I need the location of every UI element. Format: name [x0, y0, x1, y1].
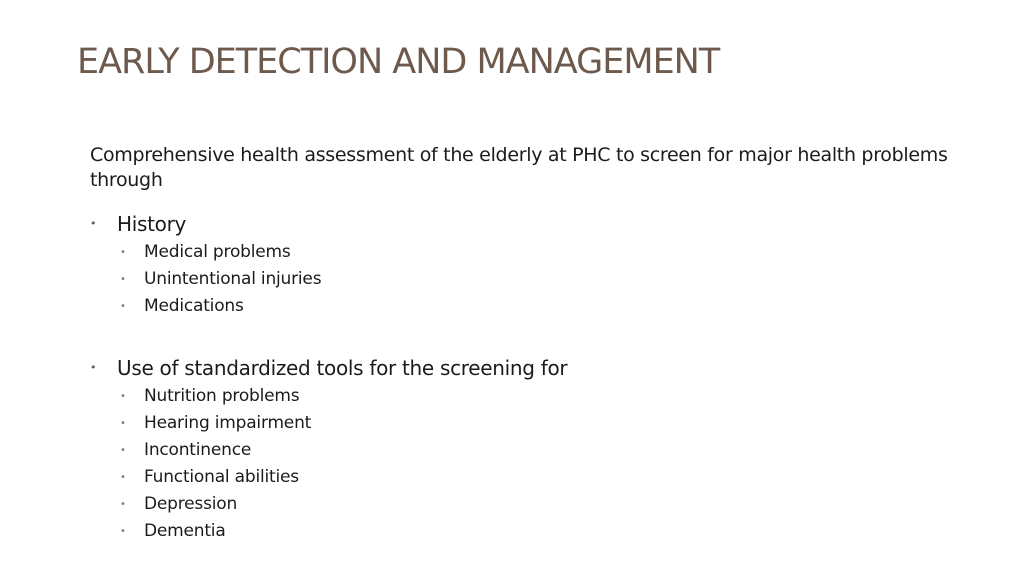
bullet-icon: • [120, 274, 126, 285]
sub-item [117, 464, 567, 491]
bullet-icon: • [120, 301, 126, 312]
sub-item [117, 518, 567, 545]
sub-item [117, 491, 567, 518]
sub-list [117, 239, 321, 320]
bullet-icon: • [120, 499, 126, 510]
sub-item [117, 239, 321, 266]
sub-item-label: Depression [144, 494, 238, 514]
bullet-icon: • [120, 445, 126, 456]
intro-paragraph: Comprehensive health assessment of the elderly at PHC to screen for major health problems through [90, 144, 948, 191]
bullet-item-screening-tools [90, 355, 567, 545]
sub-item [117, 410, 567, 437]
sub-item-label: Functional abilities [144, 467, 299, 487]
bullet-item-history [90, 211, 321, 320]
sub-item [117, 437, 567, 464]
screening-tools-list [90, 355, 567, 545]
sub-item-label: Medications [144, 296, 244, 316]
sub-item [117, 266, 321, 293]
bullet-icon: • [90, 217, 97, 230]
bullet-icon: • [90, 361, 97, 374]
sub-item-label: Dementia [144, 521, 226, 541]
sub-item-label: Medical problems [144, 242, 291, 262]
sub-item-label: Unintentional injuries [144, 269, 322, 289]
sub-item-label: Incontinence [144, 440, 252, 460]
bullet-heading: History [117, 212, 187, 236]
bullet-heading: Use of standardized tools for the screening for [117, 356, 568, 380]
sub-list [117, 383, 567, 545]
bullet-icon: • [120, 472, 126, 483]
history-list [90, 211, 321, 320]
bullet-icon: • [120, 526, 126, 537]
sub-item [117, 293, 321, 320]
sub-item-label: Nutrition problems [144, 386, 300, 406]
sub-item-label: Hearing impairment [144, 413, 312, 433]
slide-title: EARLY DETECTION AND MANAGEMENT [77, 42, 720, 82]
sub-item [117, 383, 567, 410]
bullet-icon: • [120, 391, 126, 402]
bullet-icon: • [120, 247, 126, 258]
bullet-icon: • [120, 418, 126, 429]
